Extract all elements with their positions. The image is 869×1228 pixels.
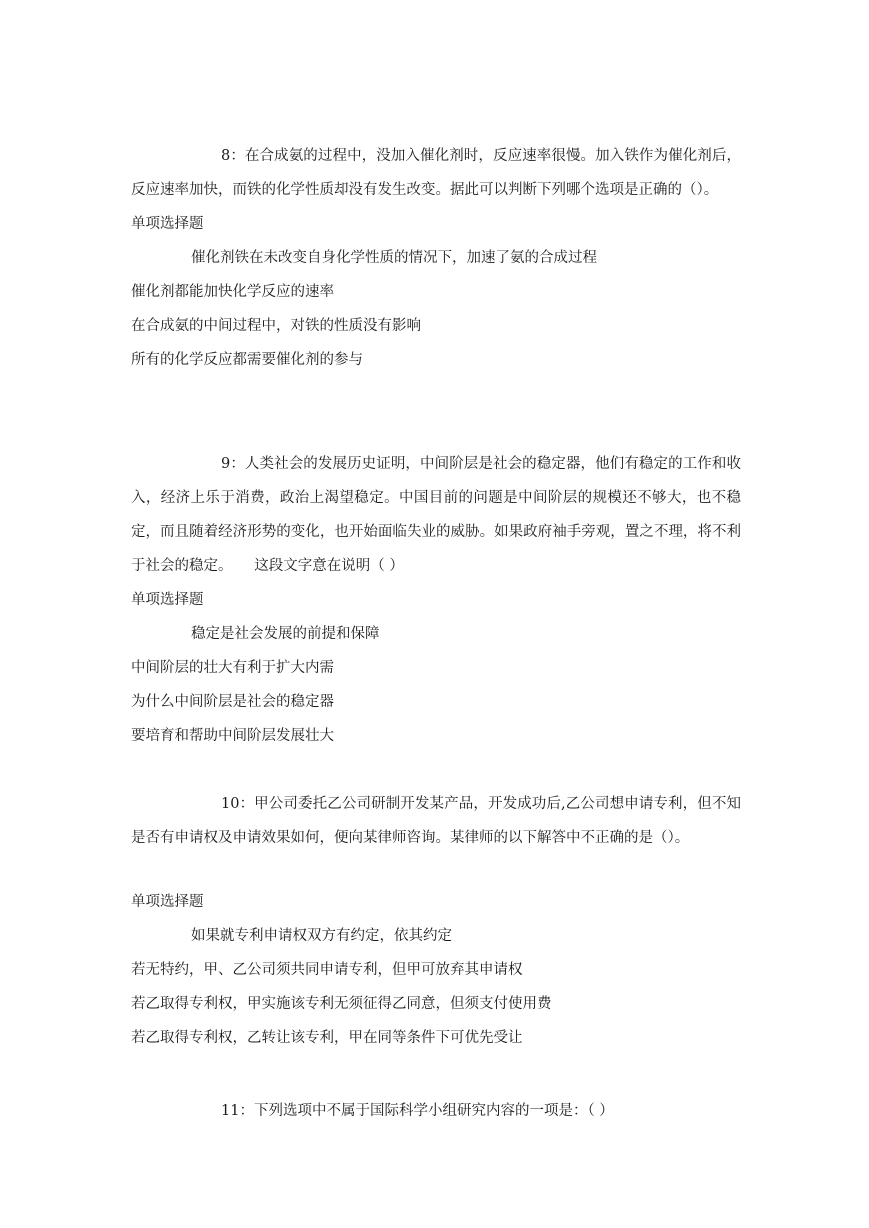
blank-line: [131, 855, 741, 885]
option-b: 中间阶层的壮大有利于扩大内需: [131, 660, 334, 676]
option-d: 要培育和帮助中间阶层发展壮大: [131, 728, 334, 744]
option-a: 催化剂铁在未改变自身化学性质的情况下，加速了氨的合成过程: [191, 250, 597, 266]
option-d: 所有的化学反应都需要催化剂的参与: [131, 352, 363, 368]
question-stem: 11：下列选项中不属于国际科学小组研究内容的一项是：（ ）: [221, 1103, 614, 1119]
option-a: 如果就专利申请权双方有约定，依其约定: [191, 928, 452, 944]
question-type-label: 单项选择题: [131, 894, 204, 910]
question-type-label: 单项选择题: [131, 592, 204, 608]
option-c: 为什么中间阶层是社会的稳定器: [131, 694, 334, 710]
option-c: 若乙取得专利权，甲实施该专利无须征得乙同意，但须支付使用费: [131, 996, 552, 1012]
option-b: 催化剂都能加快化学反应的速率: [131, 284, 334, 300]
option-b: 若无特约，甲、乙公司须共同申请专利，但甲可放弃其申请权: [131, 962, 523, 978]
question-8: [131, 139, 741, 377]
question-stem: 8：在合成氨的过程中，没加入催化剂时，反应速率很慢。加入铁作为催化剂后，反应速率加快，而铁的化学性质却没有发生改变。据此可以判断下列哪个选项是正确的（）。: [131, 148, 741, 198]
option-d: 若乙取得专利权，乙转让该专利，甲在同等条件下可优先受让: [131, 1030, 523, 1046]
option-a: 稳定是社会发展的前提和保障: [191, 626, 380, 642]
question-11: [131, 1094, 741, 1128]
question-stem: 10：甲公司委托乙公司研制开发某产品，开发成功后,乙公司想申请专利，但不知是否有申请权及申请效果如何，便向某律师咨询。某律师的以下解答中不正确的是（）。: [131, 796, 741, 846]
option-c: 在合成氨的中间过程中，对铁的性质没有影响: [131, 318, 421, 334]
question-9: [131, 447, 741, 753]
question-type-label: 单项选择题: [131, 216, 204, 232]
question-stem: 9：人类社会的发展历史证明，中间阶层是社会的稳定器，他们有稳定的工作和收入，经济上乐于消费，政治上渴望稳定。中国目前的问题是中间阶层的规模还不够大，也不稳定，而且随着经济形势的变化，也开始面临失业的威胁。如果政府袖手旁观，置之不理，将不利于社会的稳定。 这段文字意在说明（ ）: [131, 456, 741, 574]
question-10: [131, 787, 741, 1055]
